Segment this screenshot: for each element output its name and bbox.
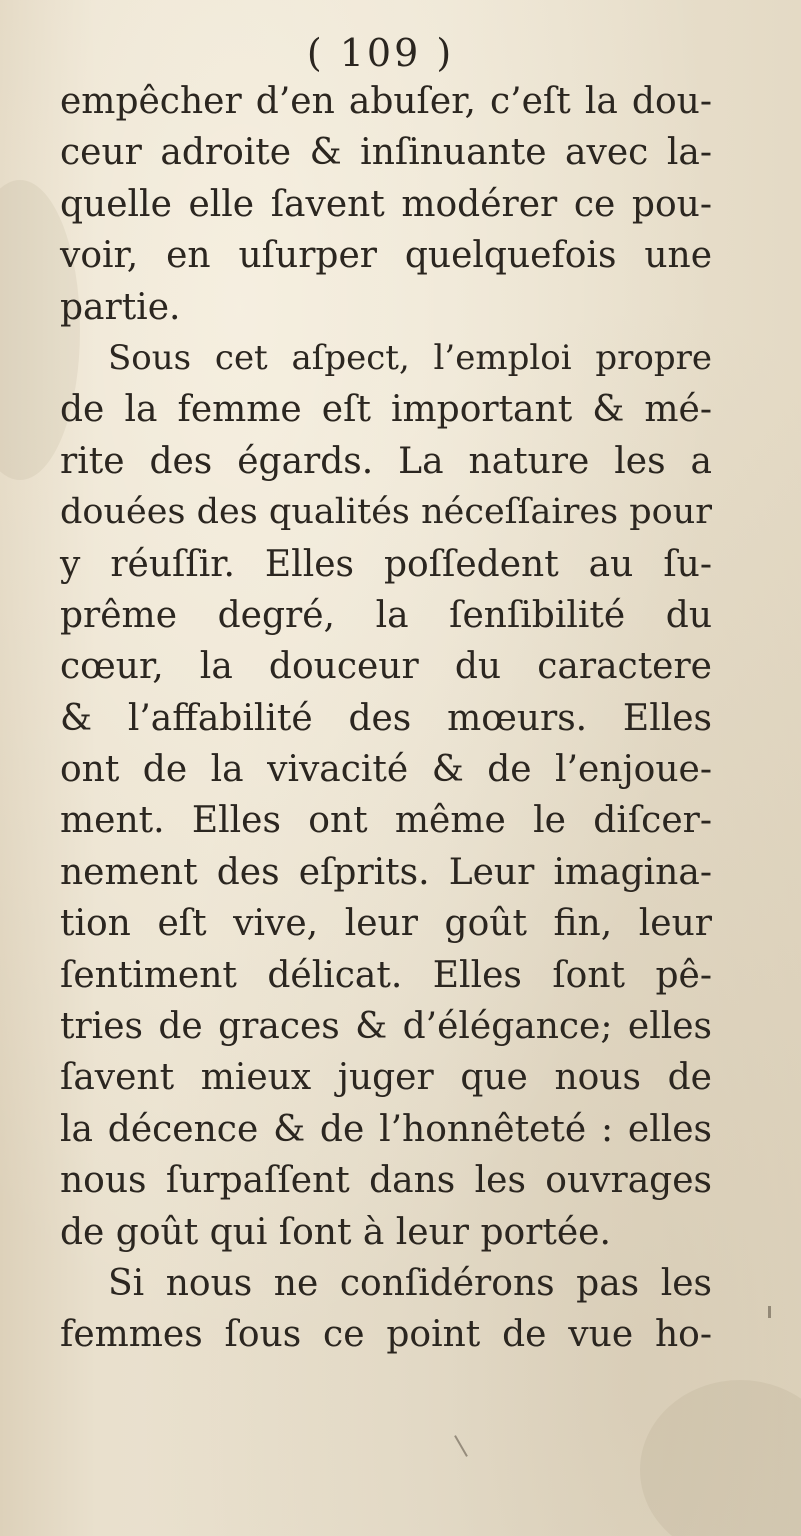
text-line: ont de la vivacité & de l’enjoue- <box>60 749 712 791</box>
text-line: y réuſſir. Elles poſſedent au ſu- <box>60 543 712 585</box>
text-line: de la femme eſt important & mé- <box>60 389 712 431</box>
text-line: quelle elle ſavent modérer ce pou- <box>60 183 712 225</box>
text-line: ceur adroite & inſinuante avec la- <box>60 132 712 174</box>
text-line: & l’affabilité des mœurs. Elles <box>60 697 712 739</box>
text-line: de goût qui ſont à leur portée. <box>60 1211 611 1253</box>
text-line: ſentiment délicat. Elles ſont pê- <box>60 954 712 996</box>
ink-mark <box>454 1435 468 1457</box>
paper-stain <box>640 1380 801 1536</box>
text-line: tion eſt vive, leur goût fin, leur <box>60 903 712 945</box>
text-line: Si nous ne conſidérons pas les <box>108 1262 712 1304</box>
text-line: cœur, la douceur du caractere <box>60 646 712 688</box>
text-line: nement des eſprits. Leur imagina- <box>60 851 712 893</box>
text-line: prême degré, la ſenſibilité du <box>60 594 712 636</box>
text-line: empêcher d’en abuſer, c’eſt la dou- <box>60 81 712 122</box>
text-line: tries de graces & d’élégance; elles <box>60 1006 712 1048</box>
text-line: douées des qualités néceſſaires pour <box>60 492 712 533</box>
text-line: Sous cet aſpect, l’emploi propre <box>108 337 712 378</box>
text-line: ſavent mieux juger que nous de <box>60 1057 712 1099</box>
text-line: la décence & de l’honnêteté : elles <box>60 1108 712 1150</box>
text-line: partie. <box>60 286 181 328</box>
ink-mark <box>768 1306 771 1318</box>
page-number-text: ( 109 ) <box>306 31 455 75</box>
text-line: rite des égards. La nature les a <box>60 440 712 482</box>
text-line: femmes ſous ce point de vue ho- <box>60 1314 712 1356</box>
text-line: ment. Elles ont même le diſcer- <box>60 800 712 842</box>
page-number <box>0 26 801 80</box>
body-text <box>60 76 712 1361</box>
text-line: voir, en uſurper quelquefois une <box>60 235 712 277</box>
text-line: nous ſurpaſſent dans les ouvrages <box>60 1160 712 1202</box>
